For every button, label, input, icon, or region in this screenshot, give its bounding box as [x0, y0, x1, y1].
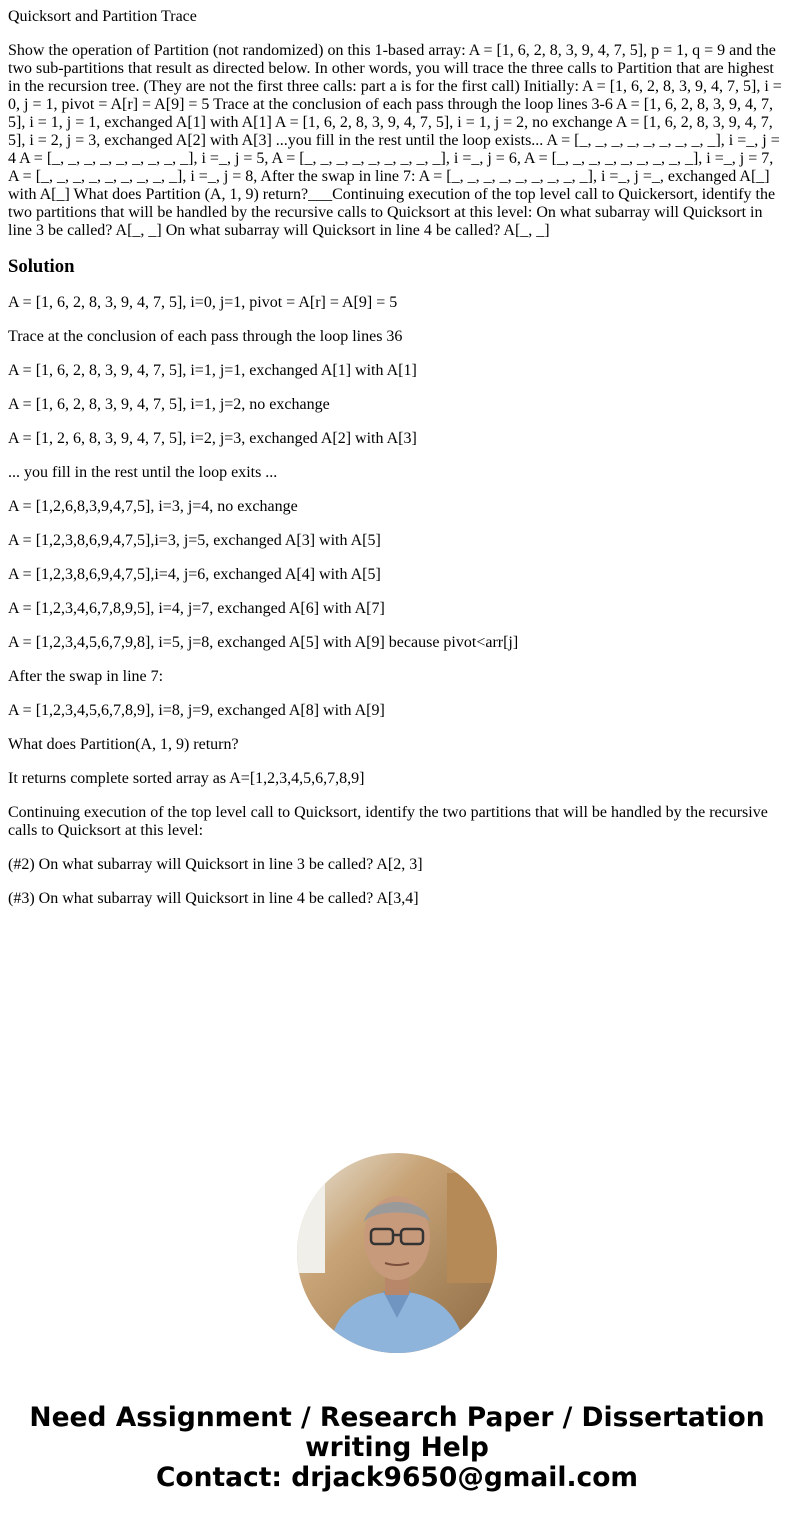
solution-line: What does Partition(A, 1, 9) return? — [8, 736, 239, 753]
solution-line: A = [1,2,3,4,6,7,8,9,5], i=4, j=7, exchanged A[6] with A[7] — [8, 600, 385, 617]
solution-line: A = [1,2,3,4,5,6,7,9,8], i=5, j=8, exchanged A[5] with A[9] because pivot<arr[j] — [8, 634, 519, 651]
solution-line: A = [1, 6, 2, 8, 3, 9, 4, 7, 5], i=1, j=1, exchanged A[1] with A[1] — [8, 362, 417, 379]
promo-banner — [0, 1403, 794, 1493]
author-photo — [297, 1153, 497, 1353]
solution-heading: Solution — [8, 256, 75, 277]
question-body: Show the operation of Partition (not randomized) on this 1-based array: A = [1, 6, 2, 8, 3, 9, 4, 7, 5], p = 1, q = 9 and the two sub-partitions that result as directed below. In other words, you will trace the three calls to Partition that are highest in the recursion tree. (They are not the first three calls: part a is for the first call) Initially: A = [1, 6, 2, 8, 3, 9, 4, 7, 5], i = 0, j = 1, pivot = A[r] = A[9] = 5 Trace at the conclusion of each pass through the loop lines 3-6 A = [1, 6, 2, 8, 3, 9, 4, 7, 5], i = 1, j = 1, exchanged A[1] with A[1] A = [1, 6, 2, 8, 3, 9, 4, 7, 5], i = 1, j = 2, no exchange A = [1, 6, 2, 8, 3, 9, 4, 7, 5], i = 2, j = 3, exchanged A[2] with A[3] ...you fill in the rest until the loop exists... A = [_, _, _, _, _, _, _, _, _], i =_, j = 4 A = [_, _, _, _, _, _, _, _, _], i =_, j = 5, A = [_, _, _, _, _, _, _, _, _], i =_, j = 6, A = [_, _, _, _, _, _, _, _, _], i =_, j = 7, A = [_, _, _, _, _, _, _, _, _], i =_, j = 8, After the swap in line 7: A = [_, _, _, _, _, _, _, _, _], i =_, j =_, exchanged A[_] with A[_] What does Partition (A, 1, 9) return?___Continuing execution of the top level call to Quickersort, identify the two partitions that will be handled by the recursive calls to Quicksort at this level: On what subarray will Quicksort in line 3 be called? A[_, _] On what subarray will Quicksort in line 4 be called? A[_, _] — [8, 42, 782, 239]
solution-line: A = [1,2,3,8,6,9,4,7,5],i=4, j=6, exchanged A[4] with A[5] — [8, 566, 381, 583]
banner-contact-email: Contact: drjack9650@gmail.com — [155, 1462, 639, 1493]
solution-line: (#2) On what subarray will Quicksort in line 3 be called? A[2, 3] — [8, 856, 423, 873]
solution-line: A = [1,2,3,4,5,6,7,8,9], i=8, j=9, exchanged A[8] with A[9] — [8, 702, 385, 719]
solution-line: (#3) On what subarray will Quicksort in line 4 be called? A[3,4] — [8, 890, 419, 907]
question-title: Quicksort and Partition Trace — [8, 8, 197, 25]
page-content — [8, 8, 784, 924]
solution-line: A = [1, 6, 2, 8, 3, 9, 4, 7, 5], i=1, j=2, no exchange — [8, 396, 330, 413]
banner-line: writing Help — [305, 1432, 489, 1463]
solution-line: A = [1, 2, 6, 8, 3, 9, 4, 7, 5], i=2, j=3, exchanged A[2] with A[3] — [8, 430, 417, 447]
solution-line: A = [1,2,6,8,3,9,4,7,5], i=3, j=4, no exchange — [8, 498, 298, 515]
solution-line: A = [1,2,3,8,6,9,4,7,5],i=3, j=5, exchanged A[3] with A[5] — [8, 532, 381, 549]
solution-line: A = [1, 6, 2, 8, 3, 9, 4, 7, 5], i=0, j=1, pivot = A[r] = A[9] = 5 — [8, 294, 398, 311]
solution-line: Trace at the conclusion of each pass through the loop lines 36 — [8, 328, 403, 345]
solution-line: It returns complete sorted array as A=[1,2,3,4,5,6,7,8,9] — [8, 770, 365, 787]
person-portrait-icon — [297, 1153, 497, 1353]
solution-line: Continuing execution of the top level call to Quicksort, identify the two partitions that will be handled by the recursive calls to Quicksort at this level: — [8, 804, 768, 839]
solution-line: ... you fill in the rest until the loop exits ... — [8, 464, 278, 481]
banner-line: Need Assignment / Research Paper / Dissertation — [29, 1402, 765, 1433]
solution-line: After the swap in line 7: — [8, 668, 164, 685]
